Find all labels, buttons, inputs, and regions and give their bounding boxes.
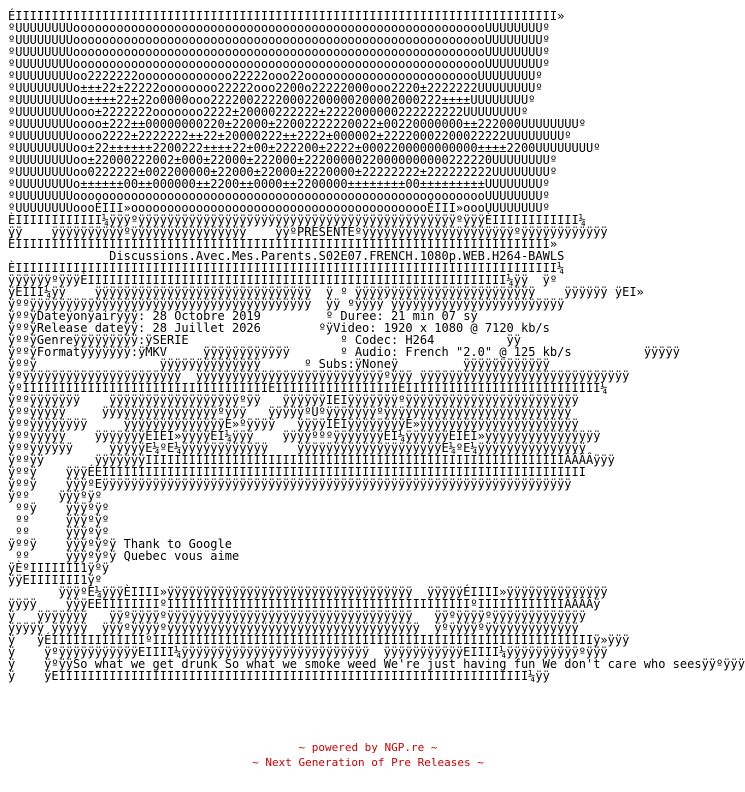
tagline-text: Next Generation of Pre Releases [265, 756, 471, 769]
duration-value: 21 min 07 s [390, 309, 471, 323]
format-value: MKV [145, 345, 167, 359]
nfo-ascii-art: ÉIIIIIIIIIIIIIIIIIIIIIIIIIIIIIIIIIIIIIIIIIIIIIIIIIIIIIIIIIIIIIIIIIIIIIIIIIII» ºUUUUUUUUoooooooooooooooooooooooooooooooooooooooooooooooooooooooooUUUUUUUUº ºUUUUUUUUoooooooooooooooooooooooooooooooooooooooooooooooooooooooooUUUUUUUUº ºUUUUUUUUoooooooooooooooooooooooooooooooooooooooooooooooooooooooooUUUUUUUUº ºUUUUUUUUoooooooooooooooooooooooooooooooooooooooooooooooooooooooooUUUUUUUUº ºUUUUUUUUoo2222222ooooooooooooo22222ooo22ooooooooooooooooooooooooUUUUUUUUº ºUUUUUUUUo±±±22±22222oooooooo22222ooo2200o22222000ooo2220±2222222UUUUUUUUº ºUUUUUUUUoo±±±±22±22o0000ooo22220022220002200000200002000222±±±±UUUUUUUUº ºUUUUUUUUooo±2222222ooooooo2222±20000222222±2222000000222222222UUUUUUUUº ºUUUUUUUUoooo±222±±00000000220±22000±22002222220022±00220000000±±222000UUUUUUUUº ºUUUUUUUUoooo2222±2222222±±22±20000222±±2222±000002±22220002200022222UUUUUUUUº ºUUUUUUUUoo±22±±±±±±2200222±±±±22±00±222200±2222±0002200000000000±±±±2200UUUUUUUUº ºUUUUUUUUoo±22000222002±000±22000±222000±22200000220000000000222220UUUUUUUUº ºUUUUUUUUoo0222222±002200000±22000±22000±2220000±22222222±222222222UUUUUUUUº ºUUUUUUUUo±±±±±±00±±000000±±2200±±0000±±2200000±±±±±±±±00±±±±±±±±±UUUUUUUUº ºUUUUUUUUoooooooooooooooooooooooooooooooooooooooooooooooooooooooooUUUUUUUUº ºUUUUUUUUoooÉIII»oooooooooooooooooooooooooooooooooooooooooÉIII»oooUUUUUUUUº ÈIIIIIIIIIIII¼ÿÿÿºÿÿÿÿÿÿÿÿÿÿÿÿÿÿÿÿÿÿÿÿÿÿÿÿÿÿÿÿÿÿÿÿÿÿÿÿÿÿÿÿÿÿÿÿºÿÿÿÈIIIIIIIIIIII¼ ÿÿ ÿÿÿÿÿÿÿÿÿÿºÿÿÿÿÿÿÿÿÿÿÿÿÿÿÿÿ ÿÿºPRESENTEºÿÿÿÿÿÿÿÿÿÿÿÿÿÿÿÿÿÿÿÿÿºÿÿÿÿÿÿÿÿÿÿÿÿ ÉIIIIIIIIIIIIIIIIIIIIIIIIIIIIIIIIIIIIIIIIIIIIIIIIIIIIIIIIIIIIIIIIIIIIIIIIII» Discussions.Avec.Mes.Parents.S02E07.FRENCH.1080p.WEB.H264-BAWLS ÈIIIIIIIIIIIIIIIIIIIIIIIIIIIIIIIIIIIIIIIIIIIIIIIIIIIIIIIIIIIIIIIIIIIIIIIIIII¼ ÿÿÿÿÿÿºÿÿÿÈIIIIIIIIIIIIIIIIIIIIIIIIIIIIIIIIIIIIIIIIIIIIIIIIIIIIIIIIII¼ÿÿ ÿº ÿÈIII¼ÿÿ ÿÿÿÿÿÿÿÿÿÿÿÿÿÿÿÿÿÿÿÿÿÿÿÿÿÿÿÿÿÿ ÿ º ÿÿÿÿÿÿÿÿÿÿÿÿÿÿÿÿÿÿÿÿÿÿÿÿÿ ÿÿÿÿÿÿ ÿEI» ÿººÿÿÿÿÿÿÿÿÿÿÿÿÿÿÿÿÿÿÿÿÿÿÿÿÿÿÿÿÿÿÿÿÿÿÿÿÿÿÿ ÿÿ ºÿÿÿÿ ÿÿÿÿÿÿÿÿÿÿÿÿÿÿÿÿÿÿÿÿÿÿÿÿ ÿººÿDateÿonÿairÿÿÿ: 28 Octobre 2019 º Duree: 21 min 07 sÿ ÿººÿRelease dateÿÿ: 28 Juillet 2026 ºÿVideo: 1920 x 1080 @ 7120 kb/s ÿººÿGenreÿÿÿÿÿÿÿÿÿ:ÿSERIE º Codec: H264 ÿÿ ÿººÿFormatÿÿÿÿÿÿÿ:ÿMKV ÿÿÿÿÿÿÿÿÿÿÿÿ º Audio: French "2.0" @ 125 kb/s ÿÿÿÿÿ ÿººÿ ÿÿÿÿÿÿÿÿÿÿÿÿÿÿ º Subs:ÿNoneÿ ÿÿÿÿÿÿÿÿÿÿÿÿ ÿºÿÿÿÿÿÿÿÿÿÿÿÿÿÿÿÿÿÿÿÿÿÿ ÿÿÿÿÿÿÿÿÿÿÿÿÿÿÿÿÿÿÿÿÿÿÿÿÿÿºÿÿÿ ÿÿÿÿÿÿÿÿÿÿÿÿÿÿÿÿÿÿÿÿÿÿÿÿÿÿÿÿÿ ÿºIIIIIIIIIIIIIIIIIIIIIIIIIIIIIIIIIIEIIIIIIIIIIIIIIIIIEIIIIIIIIIIIIIIIIIIIIIIIIIII¼ ÿººÿÿÿÿÿÿÿ ÿÿÿÿÿÿÿÿÿÿÿÿÿÿÿÿÿÿºÿÿ ÿÿÿÿÿÿIEIÿÿÿÿÿÿÿºÿÿÿÿÿÿÿÿÿÿÿÿÿÿÿÿÿÿÿÿÿÿÿÿ ÿººÿÿÿÿÿ ÿÿÿÿÿÿÿÿÿÿÿÿÿÿÿÿºÿÿÿ ÿÿÿÿÿºUºÿÿÿÿÿÿÿºÿÿÿÿÿÿÿÿÿÿÿÿÿÿÿÿÿÿÿÿÿÿÿÿÿÿ ÿººÿÿÿÿÿÿÿÿ ÿÿÿÿÿÿÿÿÿÿÿÿÿÿE»ºÿÿÿÿ ÿÿÿÿIEIÿÿÿÿÿÿÿÿÉ»ÿÿÿÿÿÿÿÿÿÿÿÿÿÿÿÿÿÿÿÿÿÿ ÿººÿÿÿÿÿ ÿÿÿÿÿÿÿEIEI»ÿÿÿÿEI¼ÿÿÿ ÿÿÿÿºººÿÿÿÿÿÿÿEI¼ÿÿÿÿÿÿEIEI»ÿÿÿÿÿÿÿÿÿÿÿÿÿÿÿÿ ÿººÿÿÿÿÿÿ ÿÿÿÿÿE¼ºE¼ÿÿÿÿÿÿÿÿÿÿÿÿ ÿÿÿÿÿÿÿÿÿÿÿÿÿÿÿÿÿÿÿÿE¼ºE¼ÿÿÿÿÿÿÿÿÿÿÿÿÿÿÿ ÿººÿÿ ÿÿÿÿÿÿÿIIIIIIIIIIIIIIIIIIIIIIIIIIIIIIIIIIIIIIIIIIIIIIIIIIIIIIIIIIÂÂÂÂÿÿÿ ÿººÿ ÿÿÿÉEIIIIIIIIIIIIIIIIIIIIIIIIIIIIIIIIIIIIIIIIIIIIIIIIIIIIIIIIIIIIIIIIIII ÿººÿ ÿÿÿºEÿÿÿÿÿÿÿÿÿÿÿÿÿÿÿÿÿÿÿÿÿÿÿÿÿÿÿÿÿÿÿÿÿÿÿÿÿÿÿÿÿÿÿÿÿÿÿÿÿÿÿÿÿÿÿÿÿÿÿÿÿÿÿÿÿ ÿºº ÿÿÿºÿº ººÿ ÿÿÿºÿº ºº ÿÿÿºÿº ºº ÿÿÿºÿº ÿººÿ ÿÿÿºÿºÿ Thank to Google ºº ÿÿÿºÿºÿ Quebec vous aime ÿÈºIIIIIII1ÿºÿ ÿÿEIIIIIII1ÿº ÿÿÿºÈ¼ÿÿÿÈIIII»ÿÿÿÿÿÿÿÿÿÿÿÿÿÿÿÿÿÿÿÿÿÿÿÿÿÿÿÿÿÿÿÿÿÿ ÿÿÿÿÿÉIIII»ÿÿÿÿÿÿÿÿÿÿÿÿÿÿ ÿÿÿÿ ÿÿÿEEIIIIIIIIºIIIIIIIIIIIIIIIIIIIIIIIIIIIIIIIIIIIIIIIIIIºIIIIIIIIIIIIÂÂÂÂÿ ÿ ÿÿÿÿÿÿÿ ÿÿºÿÿÿÿºÿÿÿÿÿÿÿÿÿÿÿÿÿÿÿÿÿÿÿÿÿÿÿÿÿÿÿÿÿÿÿÿÿÿ ÿÿºÿÿÿÿºÿÿÿÿÿÿÿÿÿÿÿÿÿ ÿÿÿÿÿ ÿÿÿÿÿ ÿÿÿºÿÿÿÿºÿÿÿÿÿÿÿÿÿÿÿÿÿÿÿÿÿÿÿÿÿÿÿÿÿÿÿÿÿÿÿÿÿÿÿ ÿºÿÿÿÿºÿÿÿÿÿÿÿÿÿÿÿÿÿ ÿ ÿÉIIIIIIIIIIIIIºIIIIIIIIIIIIIIIIIIIIIIIIIIIIIIIIIIIIIIIIIIIIIIIIIIIIIIIIIIIIIÿ»ÿÿÿ ÿ ÿºÿÿÿÿÿÿÿÿÿÿÿEIIII¼ÿÿÿÿÿÿÿÿÿÿÿÿÿÿÿÿÿÿÿÿÿÿÿÿÿÿ ÿÿÿÿÿÿÿÿÿÿÿEIIII¼ÿÿÿÿÿÿÿÿÿÿºÿÿÿ ÿ ÿºÿÿSo what we get drunk So what we smoke weed We're just having fun We don't care who seesÿÿºÿÿÿ ÿ ÿEIIIIIIIIIIIIIIIIIIIIIIIIIIIIIIIIIIIIIIIIIIIIIIIIIIIIIIIIIIIIIIIII¼ÿÿ [8, 9, 745, 683]
powered-by-line: ~ powered by NGP.re ~ [298, 741, 438, 754]
presenter-tag: PRESENTE [296, 225, 355, 239]
audio-value: French "2.0" @ 125 kb/s [405, 345, 572, 359]
genre-label: Genre [36, 333, 74, 347]
genre-value: SERIE [152, 333, 189, 347]
powered-by-text: powered by NGP.re [311, 741, 425, 754]
date-value: 28 Octobre 2019 [152, 309, 261, 323]
art-top: ÉIIIIIIIIIIIIIIIIIIIIIIIIIIIIIIIIIIIIIIIIIIIIIIIIIIIIIIIIIIIIIIIIIIIIIIIIIII» ºUUUUUUUUoooooooooooooooooooooooooooooooooooooooooooooooooooooooooUUUUUUUUº ºUUUUUUUUoooooooooooooooooooooooooooooooooooooooooooooooooooooooooUUUUUUUUº ºUUUUUUUUoooooooooooooooooooooooooooooooooooooooooooooooooooooooooUUUUUUUUº ºUUUUUUUUoooooooooooooooooooooooooooooooooooooooooooooooooooooooooUUUUUUUUº ºUUUUUUUUoo2222222ooooooooooooo22222ooo22ooooooooooooooooooooooooUUUUUUUUº ºUUUUUUUUo±±±22±22222oooooooo22222ooo2200o22222000ooo2220±2222222UUUUUUUUº ºUUUUUUUUoo±±±±22±22o0000ooo22220022220002200000200002000222±±±±UUUUUUUUº ºUUUUUUUUooo±2222222ooooooo2222±20000222222±2222000000222222222UUUUUUUUº ºUUUUUUUUoooo±222±±00000000220±22000±22002222220022±00220000000±±222000UUUUUUUUº ºUUUUUUUUoooo2222±2222222±±22±20000222±±2222±000002±22220002200022222UUUUUUUUº ºUUUUUUUUoo±22±±±±±±2200222±±±±22±00±222200±2222±0002200000000000±±±±2200UUUUUUUUº ºUUUUUUUUoo±22000222002±000±22000±222000±22200000220000000000222220UUUUUUUUº ºUUUUUUUUoo0222222±002200000±22000±22000±2220000±22222222±222222222UUUUUUUUº ºUUUUUUUUo±±±±±±00±±000000±±2200±±0000±±2200000±±±±±±±±00±±±±±±±±±UUUUUUUUº ºUUUUUUUUoooooooooooooooooooooooooooooooooooooooooooooooooooooooooUUUUUUUUº ºUUUUUUUUoooÉIII»oooooooooooooooooooooooooooooooooooooooooÉIII»oooUUUUUUUUº ÈIIIIIIIIIIII¼ÿÿÿºÿÿÿÿÿÿÿÿÿÿÿÿÿÿÿÿÿÿÿÿÿÿÿÿÿÿÿÿÿÿÿÿÿÿÿÿÿÿÿÿÿÿÿÿºÿÿÿÈIIIIIIIIIIII¼ ÿÿ ÿÿÿÿÿÿÿÿÿÿºÿÿÿÿÿÿÿÿÿÿÿÿÿÿÿÿ ÿÿº [8, 9, 601, 239]
tagline-line: ~ Next Generation of Pre Releases ~ [252, 756, 484, 769]
video-value: 1920 x 1080 @ 7120 kb/s [383, 321, 550, 335]
quebec-line: Quebec vous aime [123, 549, 240, 563]
release-title: Discussions.Avec.Mes.Parents.S02E07.FRENCH.1080p.WEB.H264-BAWLS [109, 249, 565, 263]
format-label: Format [36, 345, 81, 359]
codec-label: Codec [354, 333, 391, 347]
subs-value: None [362, 357, 391, 371]
release-date-label: Release date [36, 321, 124, 335]
date-label: Date [36, 309, 66, 323]
release-date-value: 28 Juillet 2026 [152, 321, 261, 335]
duration-label: Duree [340, 309, 377, 323]
motto-line: So what we get drunk So what we smoke weed We're just having fun We don't care who sees [73, 657, 702, 671]
subs-label: Subs [318, 357, 348, 371]
thanks-line: Thank to Google [123, 537, 232, 551]
credits-footer [0, 740, 736, 770]
video-label: Video [333, 321, 370, 335]
codec-value: H264 [405, 333, 435, 347]
audio-label: Audio [354, 345, 391, 359]
